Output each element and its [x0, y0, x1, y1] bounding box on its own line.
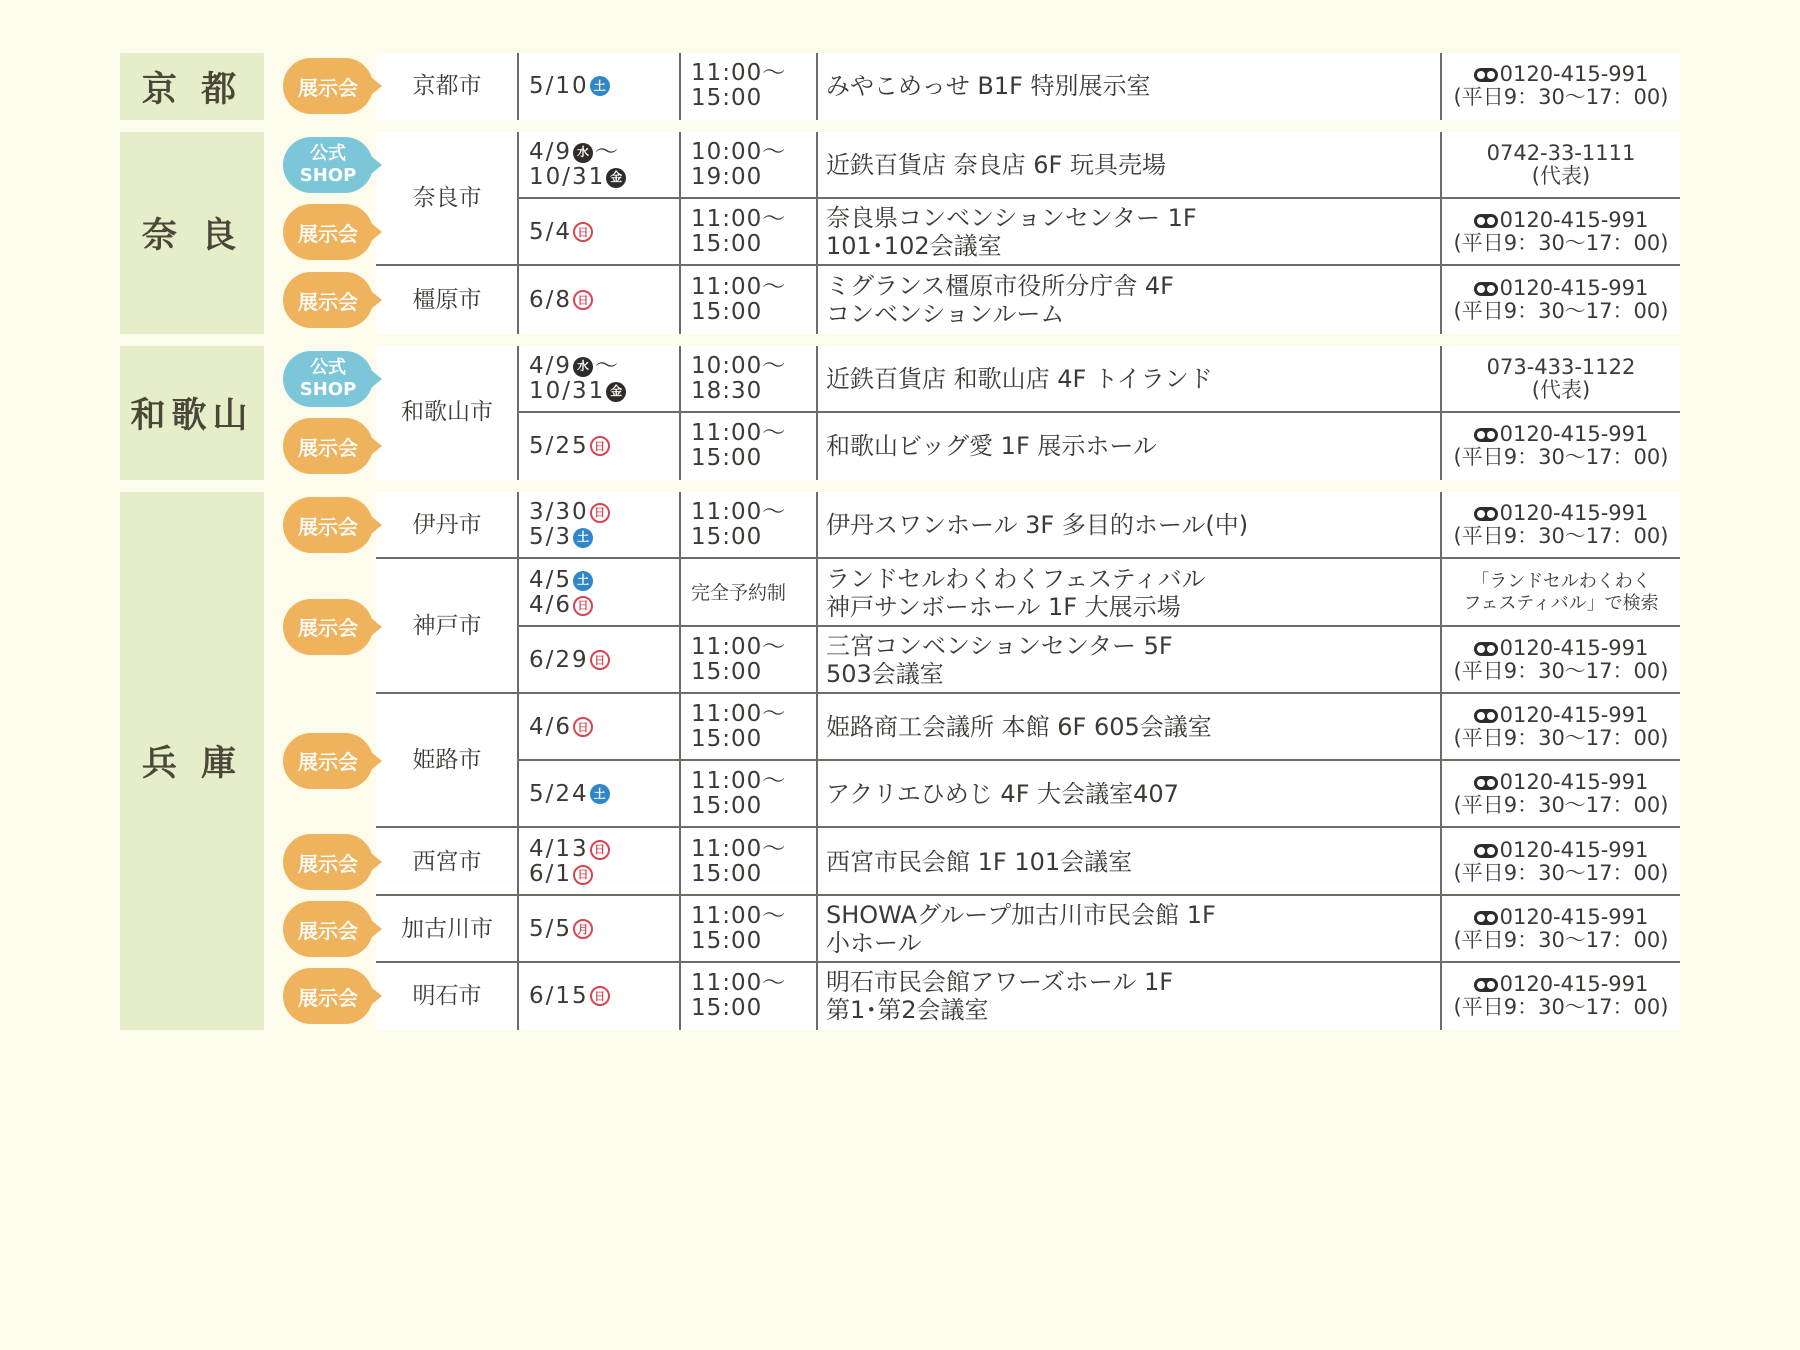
time-start: 11:00〜 [691, 970, 787, 996]
phone-number: 0120-415-991 [1499, 838, 1649, 862]
phone-number: 0120-415-991 [1499, 501, 1649, 525]
venue-line: 奈良県コンベンションセンター 1F [826, 204, 1197, 232]
freedial-icon [1474, 911, 1498, 925]
contact-hours: (平日9：30〜17：00) [1453, 299, 1669, 323]
time-cell [681, 694, 815, 760]
weekday-icon: 土 [573, 571, 593, 591]
prefecture-label: 奈 良 [120, 132, 264, 334]
row-separator [519, 759, 1680, 761]
date-cell [519, 560, 677, 626]
freedial-icon [1474, 428, 1498, 442]
time-start: 11:00〜 [691, 634, 787, 660]
date-line [529, 715, 593, 740]
time-end: 15:00 [691, 928, 763, 954]
venue-line: 101･102会議室 [826, 232, 1002, 260]
date-text: 5/4 [529, 218, 573, 245]
range-tilde: 〜 [595, 139, 621, 165]
venue-cell [818, 132, 1438, 198]
badge-label-line1: 公式 [310, 357, 346, 378]
row-separator [519, 197, 1680, 199]
weekday-icon: 日 [573, 290, 593, 310]
range-tilde: 〜 [595, 353, 621, 379]
date-cell [519, 963, 677, 1029]
contact-hours: (平日9：30〜17：00) [1453, 445, 1669, 469]
phone-number: 0120-415-991 [1499, 972, 1649, 996]
time-cell [681, 829, 815, 895]
phone-number: 0120-415-991 [1499, 905, 1649, 929]
time-end: 15:00 [691, 793, 763, 819]
time-cell [681, 346, 815, 412]
phone-line [1474, 423, 1649, 446]
venue-cell [818, 761, 1438, 827]
time-end: 15:00 [691, 995, 763, 1021]
date-text: 5/10 [529, 72, 589, 99]
venue-cell [818, 963, 1438, 1029]
time-cell [681, 413, 815, 479]
time-end: 18:30 [691, 378, 763, 404]
column-separator [679, 492, 681, 1030]
city-cell: 京都市 [412, 72, 482, 99]
date-text: 6/29 [529, 646, 589, 673]
time-end: 15:00 [691, 445, 763, 471]
contact-cell [1442, 267, 1680, 333]
contact-cell [1442, 199, 1680, 265]
date-line [529, 568, 593, 593]
weekday-icon: 土 [590, 76, 610, 96]
contact-hours: (平日9：30〜17：00) [1453, 524, 1669, 548]
venue-cell [818, 413, 1438, 479]
column-separator [1440, 53, 1442, 120]
phone-number: 073-433-1122 [1486, 355, 1636, 379]
contact-hours: (平日9：30〜17：00) [1453, 995, 1669, 1019]
date-cell [519, 829, 677, 895]
exhibition-badge [283, 418, 373, 474]
date-text: 5/25 [529, 432, 589, 459]
phone-line [1474, 209, 1649, 232]
weekday-icon: 日 [573, 222, 593, 242]
date-cell [519, 132, 677, 198]
phone-line [1474, 704, 1649, 727]
row-separator [519, 411, 1680, 413]
time-start: 11:00〜 [691, 60, 787, 86]
city-cell: 伊丹市 [412, 511, 482, 538]
date-cell [519, 346, 677, 412]
venue-line: アクリエひめじ 4F 大会議室407 [826, 780, 1179, 808]
column-separator [679, 132, 681, 334]
date-text: 5/5 [529, 915, 573, 942]
time-start: 完全予約制 [691, 581, 787, 604]
contact-cell [1442, 896, 1680, 962]
weekday-icon: 土 [573, 528, 593, 548]
column-separator [517, 53, 519, 120]
badge-label: 展示会 [298, 851, 358, 876]
contact-hours: (平日9：30〜17：00) [1453, 793, 1669, 817]
freedial-icon [1474, 642, 1498, 656]
weekday-icon: 日 [590, 650, 610, 670]
city-cell: 明石市 [412, 982, 482, 1009]
exhibition-badge [283, 272, 373, 328]
venue-line: 神戸サンボーホール 1F 大展示場 [826, 593, 1181, 621]
time-cell [681, 492, 815, 558]
phone-line [1474, 277, 1649, 300]
date-line [529, 354, 620, 379]
freedial-icon [1474, 282, 1498, 296]
badge-label: 展示会 [298, 985, 358, 1010]
venue-line: 近鉄百貨店 和歌山店 4F トイランド [826, 365, 1213, 393]
phone-line [1487, 142, 1636, 165]
contact-cell [1442, 627, 1680, 693]
time-start: 11:00〜 [691, 499, 787, 525]
date-text: 4/9 [529, 353, 573, 379]
exhibition-badge [283, 204, 373, 260]
venue-line: 三宮コンベンションセンター 5F [826, 632, 1173, 660]
row-separator [376, 826, 1680, 828]
row-separator [519, 625, 1680, 627]
venue-line: 和歌山ビッグ愛 1F 展示ホール [826, 432, 1157, 460]
column-separator [1440, 132, 1442, 334]
venue-line: 小ホール [826, 929, 922, 957]
venue-cell [818, 829, 1438, 895]
phone-line [1474, 839, 1649, 862]
badge-label-line1: 公式 [310, 143, 346, 164]
badge-label: 展示会 [298, 221, 358, 246]
time-start: 11:00〜 [691, 701, 787, 727]
time-end: 19:00 [691, 164, 763, 190]
weekday-icon: 水 [573, 143, 593, 163]
date-text: 4/5 [529, 567, 573, 593]
venue-line: 明石市民会館アワーズホール 1F [826, 968, 1174, 996]
weekday-icon: 金 [606, 382, 626, 402]
date-cell [519, 413, 677, 479]
time-end: 15:00 [691, 299, 763, 325]
contact-hours: (平日9：30〜17：00) [1453, 231, 1669, 255]
time-start: 11:00〜 [691, 206, 787, 232]
phone-number: 0120-415-991 [1499, 703, 1649, 727]
contact-cell [1442, 761, 1680, 827]
venue-line: コンベンションルーム [826, 300, 1065, 328]
time-start: 11:00〜 [691, 903, 787, 929]
time-end: 15:00 [691, 524, 763, 550]
venue-cell [818, 199, 1438, 265]
phone-line [1474, 502, 1649, 525]
contact-cell [1442, 413, 1680, 479]
date-line [529, 379, 626, 404]
date-line [529, 917, 593, 942]
row-separator [376, 692, 1680, 694]
column-separator [679, 53, 681, 120]
row-separator [376, 894, 1680, 896]
contact-cell [1442, 492, 1680, 558]
city-cell: 神戸市 [412, 613, 482, 639]
prefecture-label: 兵 庫 [120, 492, 264, 1030]
freedial-icon [1474, 776, 1498, 790]
phone-line [1471, 571, 1650, 593]
badge-label-line2: SHOP [299, 165, 357, 186]
phone-number: 0120-415-991 [1499, 208, 1649, 232]
badge-label: 展示会 [298, 289, 358, 314]
city-cell: 西宮市 [412, 848, 482, 875]
official-shop-badge [283, 351, 373, 407]
time-start: 11:00〜 [691, 420, 787, 446]
time-start: 10:00〜 [691, 139, 787, 165]
date-text: 5/3 [529, 524, 573, 550]
date-cell [519, 896, 677, 962]
weekday-icon: 日 [573, 596, 593, 616]
date-cell [519, 492, 677, 558]
weekday-icon: 土 [590, 784, 610, 804]
venue-cell [818, 560, 1438, 626]
contact-cell [1442, 560, 1680, 626]
city-cell: 姫路市 [412, 747, 482, 773]
phone-line [1474, 771, 1649, 794]
badge-label: 展示会 [298, 435, 358, 460]
date-line [529, 434, 610, 459]
time-cell [681, 267, 815, 333]
weekday-icon: 金 [606, 168, 626, 188]
venue-line: 第1･第2会議室 [826, 996, 989, 1024]
column-separator [816, 53, 818, 120]
venue-cell [818, 694, 1438, 760]
prefecture-label: 京 都 [120, 53, 264, 120]
column-separator [517, 132, 519, 334]
venue-cell [818, 492, 1438, 558]
venue-cell [818, 346, 1438, 412]
date-line [529, 140, 620, 165]
exhibition-badge [283, 497, 373, 553]
contact-hours: (平日9：30〜17：00) [1453, 85, 1669, 109]
venue-line: 姫路商工会議所 本館 6F 605会議室 [826, 713, 1212, 741]
time-cell [681, 53, 815, 119]
official-shop-badge [283, 137, 373, 193]
weekday-icon: 日 [590, 986, 610, 1006]
venue-cell [818, 267, 1438, 333]
column-separator [1440, 492, 1442, 1030]
date-line [529, 648, 610, 673]
exhibition-badge [283, 834, 373, 890]
exhibition-badge [283, 901, 373, 957]
venue-line: ミグランス橿原市役所分庁舎 4F [826, 272, 1174, 300]
contact-cell [1442, 346, 1680, 412]
venue-cell [818, 627, 1438, 693]
column-separator [1440, 346, 1442, 480]
date-line [529, 837, 610, 862]
exhibition-badge [283, 599, 373, 655]
venue-line: 西宮市民会館 1F 101会議室 [826, 848, 1133, 876]
date-text: 5/24 [529, 780, 589, 807]
phone-number: 0120-415-991 [1499, 276, 1649, 300]
freedial-icon [1474, 709, 1498, 723]
date-text: 10/31 [529, 378, 606, 404]
freedial-icon [1474, 507, 1498, 521]
date-cell [519, 694, 677, 760]
column-separator [816, 132, 818, 334]
row-separator [376, 961, 1680, 963]
date-line [529, 165, 626, 190]
time-start: 10:00〜 [691, 353, 787, 379]
contact-hours: (代表) [1531, 164, 1591, 188]
freedial-icon [1474, 978, 1498, 992]
row-separator [376, 557, 1680, 559]
date-text: 4/6 [529, 592, 573, 618]
freedial-icon [1474, 844, 1498, 858]
badge-label: 展示会 [298, 918, 358, 943]
date-text: 6/8 [529, 286, 573, 313]
date-cell [519, 53, 677, 119]
column-separator [517, 492, 519, 1030]
time-cell [681, 627, 815, 693]
exhibition-badge [283, 733, 373, 789]
contact-cell [1442, 829, 1680, 895]
time-start: 11:00〜 [691, 768, 787, 794]
time-cell [681, 963, 815, 1029]
date-line [529, 862, 593, 887]
venue-line: SHOWAグループ加古川市民会館 1F [826, 901, 1216, 929]
contact-hours: (平日9：30〜17：00) [1453, 726, 1669, 750]
time-cell [681, 560, 815, 626]
date-cell [519, 761, 677, 827]
freedial-icon [1474, 68, 1498, 82]
phone-number: 0742-33-1111 [1486, 141, 1636, 165]
city-cell: 奈良市 [412, 185, 482, 211]
time-start: 11:00〜 [691, 836, 787, 862]
venue-line: 503会議室 [826, 660, 944, 688]
contact-cell [1442, 53, 1680, 119]
weekday-icon: 月 [573, 919, 593, 939]
phone-number: 0120-415-991 [1499, 62, 1649, 86]
phone-number: 「ランドセルわくわく [1471, 571, 1651, 592]
phone-number: 0120-415-991 [1499, 422, 1649, 446]
column-separator [816, 346, 818, 480]
date-line [529, 593, 593, 618]
date-text: 4/9 [529, 139, 573, 165]
date-text: 4/13 [529, 836, 589, 862]
phone-line [1487, 356, 1636, 379]
weekday-icon: 水 [573, 357, 593, 377]
column-separator [816, 492, 818, 1030]
exhibition-badge [283, 58, 373, 114]
date-text: 6/1 [529, 861, 573, 887]
weekday-icon: 日 [573, 865, 593, 885]
date-line [529, 288, 593, 313]
time-end: 15:00 [691, 659, 763, 685]
time-end: 15:00 [691, 85, 763, 111]
date-line [529, 782, 610, 807]
venue-line: 伊丹スワンホール 3F 多目的ホール(中) [826, 511, 1249, 539]
weekday-icon: 日 [590, 840, 610, 860]
weekday-icon: 日 [573, 717, 593, 737]
date-text: 10/31 [529, 164, 606, 190]
date-cell [519, 627, 677, 693]
date-line [529, 984, 610, 1009]
row-separator [376, 264, 1680, 266]
phone-line [1474, 906, 1649, 929]
column-separator [517, 346, 519, 480]
date-line [529, 74, 610, 99]
contact-cell [1442, 132, 1680, 198]
contact-hours: (代表) [1531, 378, 1591, 402]
time-cell [681, 761, 815, 827]
venue-cell [818, 896, 1438, 962]
venue-line: みやこめっせ B1F 特別展示室 [826, 72, 1151, 100]
time-end: 15:00 [691, 231, 763, 257]
exhibition-badge [283, 968, 373, 1024]
badge-label: 展示会 [298, 616, 358, 640]
phone-line [1474, 63, 1649, 86]
contact-hours: (平日9：30〜17：00) [1453, 659, 1669, 683]
contact-hours: (平日9：30〜17：00) [1453, 861, 1669, 885]
date-text: 6/15 [529, 982, 589, 1009]
badge-label-line2: SHOP [299, 379, 357, 400]
phone-number: 0120-415-991 [1499, 636, 1649, 660]
phone-number: 0120-415-991 [1499, 770, 1649, 794]
phone-line [1474, 637, 1649, 660]
time-cell [681, 896, 815, 962]
contact-cell [1442, 694, 1680, 760]
date-cell [519, 267, 677, 333]
time-end: 15:00 [691, 861, 763, 887]
time-cell [681, 132, 815, 198]
phone-line [1474, 973, 1649, 996]
city-cell: 加古川市 [401, 915, 493, 942]
venue-cell [818, 53, 1438, 119]
venue-line: 近鉄百貨店 奈良店 6F 玩具売場 [826, 151, 1166, 179]
badge-label: 展示会 [298, 75, 358, 100]
contact-hours: フェスティバル」で検索 [1463, 593, 1659, 614]
city-cell: 和歌山市 [401, 399, 493, 425]
time-cell [681, 199, 815, 265]
column-separator [679, 346, 681, 480]
time-end: 15:00 [691, 726, 763, 752]
date-text: 4/6 [529, 713, 573, 740]
badge-label: 展示会 [298, 514, 358, 539]
date-line [529, 525, 593, 550]
venue-line: ランドセルわくわくフェスティバル [826, 565, 1206, 593]
weekday-icon: 日 [590, 436, 610, 456]
badge-label: 展示会 [298, 750, 358, 774]
contact-cell [1442, 963, 1680, 1029]
city-cell: 橿原市 [412, 286, 482, 313]
weekday-icon: 日 [590, 503, 610, 523]
freedial-icon [1474, 214, 1498, 228]
contact-hours: (平日9：30〜17：00) [1453, 928, 1669, 952]
date-line [529, 500, 610, 525]
prefecture-label: 和歌山 [120, 346, 264, 480]
time-start: 11:00〜 [691, 274, 787, 300]
date-cell [519, 199, 677, 265]
date-text: 3/30 [529, 499, 589, 525]
date-line [529, 220, 593, 245]
